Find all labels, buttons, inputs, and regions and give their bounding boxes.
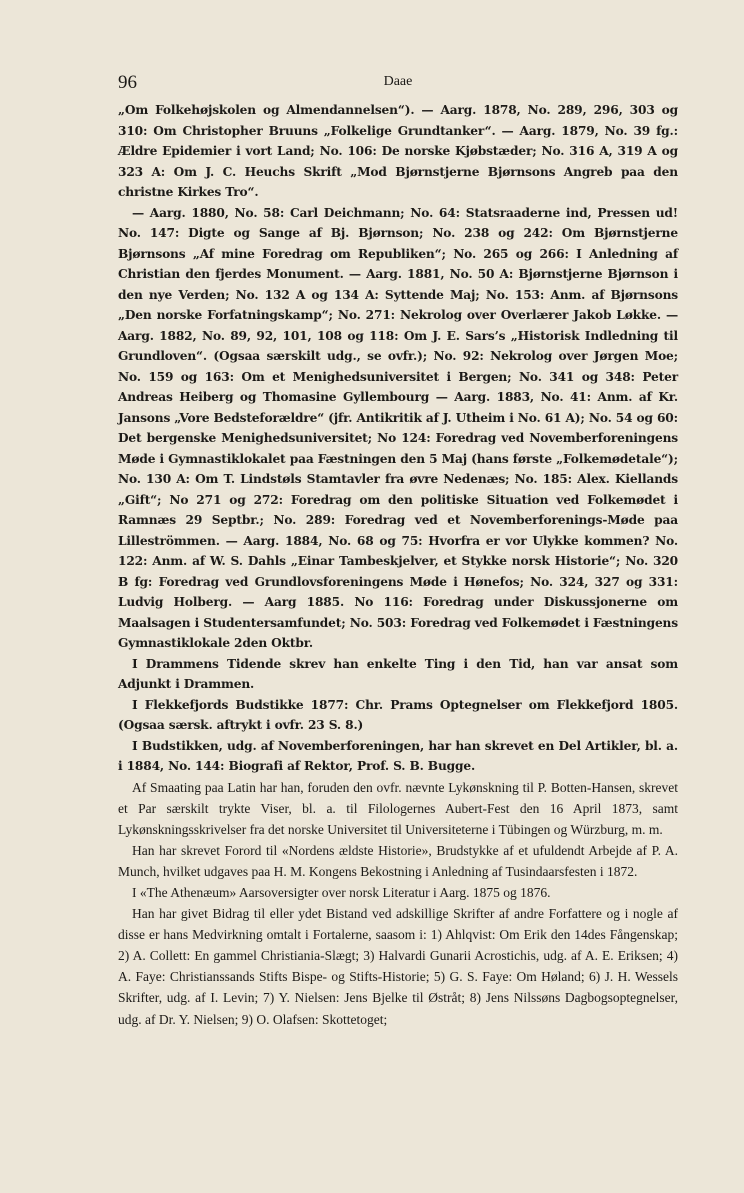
paragraph-dagbladet-1880-1885: — Aarg. 1880, No. 58: Carl Deichmann; No. 64: Statsraaderne ind, Pressen ud! No. 147: Digte og Sange af Bj. Bjørnson; No. 238 og 242: Om Bjørnstjerne Bjørnsons „Af mine Foredrag om Republiken“; No. 265 og 266: I Anledning af Christian den fjerdes Monument. — Aarg. 1881, No. 50 A: Bjørnstjerne Bjørnson i den nye Verden; No. 132 A og 134 A: Syttende Maj; No. 153: Anm. af Bjørnsons „Den norske Forfatningskamp“; No. 271: Nekrolog over Overlærer Jakob Løkke. — Aarg. 1882, No. 89, 92, 101, 108 og 118: Om J. E. Sars’s „Historisk Indledning til Grundloven“. (Ogsaa særskilt udg., se ovfr.); No. 92: Nekrolog over Jørgen Moe; No. 159 og 163: Om et Menighedsuniversitet i Bergen; No. 341 og 348: Peter Andreas Heiberg og Thomasine Gyllembourg — Aarg. 1883, No. 41: Anm. af Kr. Jansons „Vore Bedsteforældre“ (jfr. Antikritik af J. Utheim i No. 61 A); No. 54 og 60: Det bergenske Menighedsuniversitet; No 124: Foredrag ved Novemberforeningens Møde i Gymnastiklokalet paa Fæstningen den 5 Maj (hans første „Folkemødetale“); No. 130 A: Om T. Lindstøls Stamtavler fra øvre Nedenæs; No. 185: Alex. Kiellands „Gift“; No 271 og 272: Foredrag om den politiske Situation ved Folkemødet i Ramnæs 29 Septbr.; No. 289: Foredrag ved et Novemberforenings-Møde paa Lilleströmmen. — Aarg. 1884, No. 68 og 75: Hvorfra er vor Ulykke kommen? No. 122: Anm. af W. S. Dahls „Einar Tambeskjelver, et Stykke norsk Historie“; No. 320 B fg: Foredrag ved Grundlovsforeningens Møde i Hønefos; No. 324, 327 og 331: Ludvig Holberg. — Aarg 1885. No 116: Foredrag under Diskussjonerne om Maalsagen i Studentersamfundet; No. 503: Foredrag ved Folkemødet i Fæstningens Gymnastiklokale 2den Oktbr. (118, 205, 678, 650)
fraktur-section (118, 100, 678, 777)
running-head: Daae (383, 74, 413, 89)
paragraph-budstikken: I Budstikken, udg. af Novemberforeningen, har han skrevet en Del Artikler, bl. a. i 1884, No. 144: Biografi af Rektor, Prof. S. B. Bugge. (118, 738, 678, 773)
paragraph-flekkefjords-budstikke: I Flekkefjords Budstikke 1877: Chr. Prams Optegnelser om Flekkefjord 1805. (Ogsaa særsk. aftrykt i ovfr. 23 S. 8.) (118, 697, 678, 732)
paragraph-athenaeum: I «The Athenæum» Aarsoversigter over norsk Literatur i Aarg. 1875 og 1876. (132, 884, 551, 900)
page-header (118, 72, 678, 96)
paragraph-drammens-tidende: I Drammens Tidende skrev han enkelte Ting i den Tid, han var ansat som Adjunkt i Drammen. (118, 656, 678, 691)
page-number: 96 (118, 72, 137, 93)
antiqua-section (118, 777, 678, 1030)
paragraph-latin-smaating: Af Smaating paa Latin har han, foruden den ovfr. nævnte Lykønskning til P. Botten-Hansen, skrevet et Par særskilt trykte Viser, bl. a. til Filologernes Aubert-Fest den 16 April 1873, samt Lykønskningsskrivelser fra det norske Universitet til Universiteterne i Tübingen og Würzburg, m. m. (118, 779, 678, 837)
page-body (118, 100, 678, 1030)
paragraph-dagbladet-contd: „Om Folkehøjskolen og Almendannelsen“). — Aarg. 1878, No. 289, 296, 303 og 310: Om Christopher Bruuns „Folkelige Grundtanker“. — Aarg. 1879, No. 39 fg.: Ældre Epidemier i vort Land; No. 106: De norske Kjøbstæder; No. 316 A, 319 A og 323 A: Om J. C. Heuchs Skrift „Mod Bjørnstjerne Bjørnsons Angreb paa den christne Kirkes Tro“. (118, 103, 678, 199)
paragraph-forord: Han har skrevet Forord til «Nordens ældste Historie», Brudstykke af et ufuldendt Arbejde af P. A. Munch, hvilket udgaves paa H. M. Kongens Bekostning i Anledning af Tusindaarsfesten i 1872. (118, 842, 678, 879)
paragraph-bidrag: Han har givet Bidrag til eller ydet Bistand ved adskillige Skrifter af andre Forfattere og i nogle af disse er hans Medvirkning omtalt i Fortalerne, saasom i: 1) Ahlqvist: Om Erik den 14des Fångenskap; 2) A. Collett: En gammel Christiania-Slægt; 3) Halvardi Gunarii Acrostichis, udg. af A. E. Eriksen; 4) A. Faye: Christianssands Stifts Bispe- og Stifts-Historie; 5) G. S. Faye: Om Høland; 6) J. H. Wessels Skrifter, udg. af I. Levin; 7) Y. Nielsen: Jens Bjelke til Østråt; 8) Jens Nilssøns Dagbogsoptegnelser, udg. af Dr. Y. Nielsen; 9) O. Olafsen: Skottetoget; (118, 906, 678, 1027)
